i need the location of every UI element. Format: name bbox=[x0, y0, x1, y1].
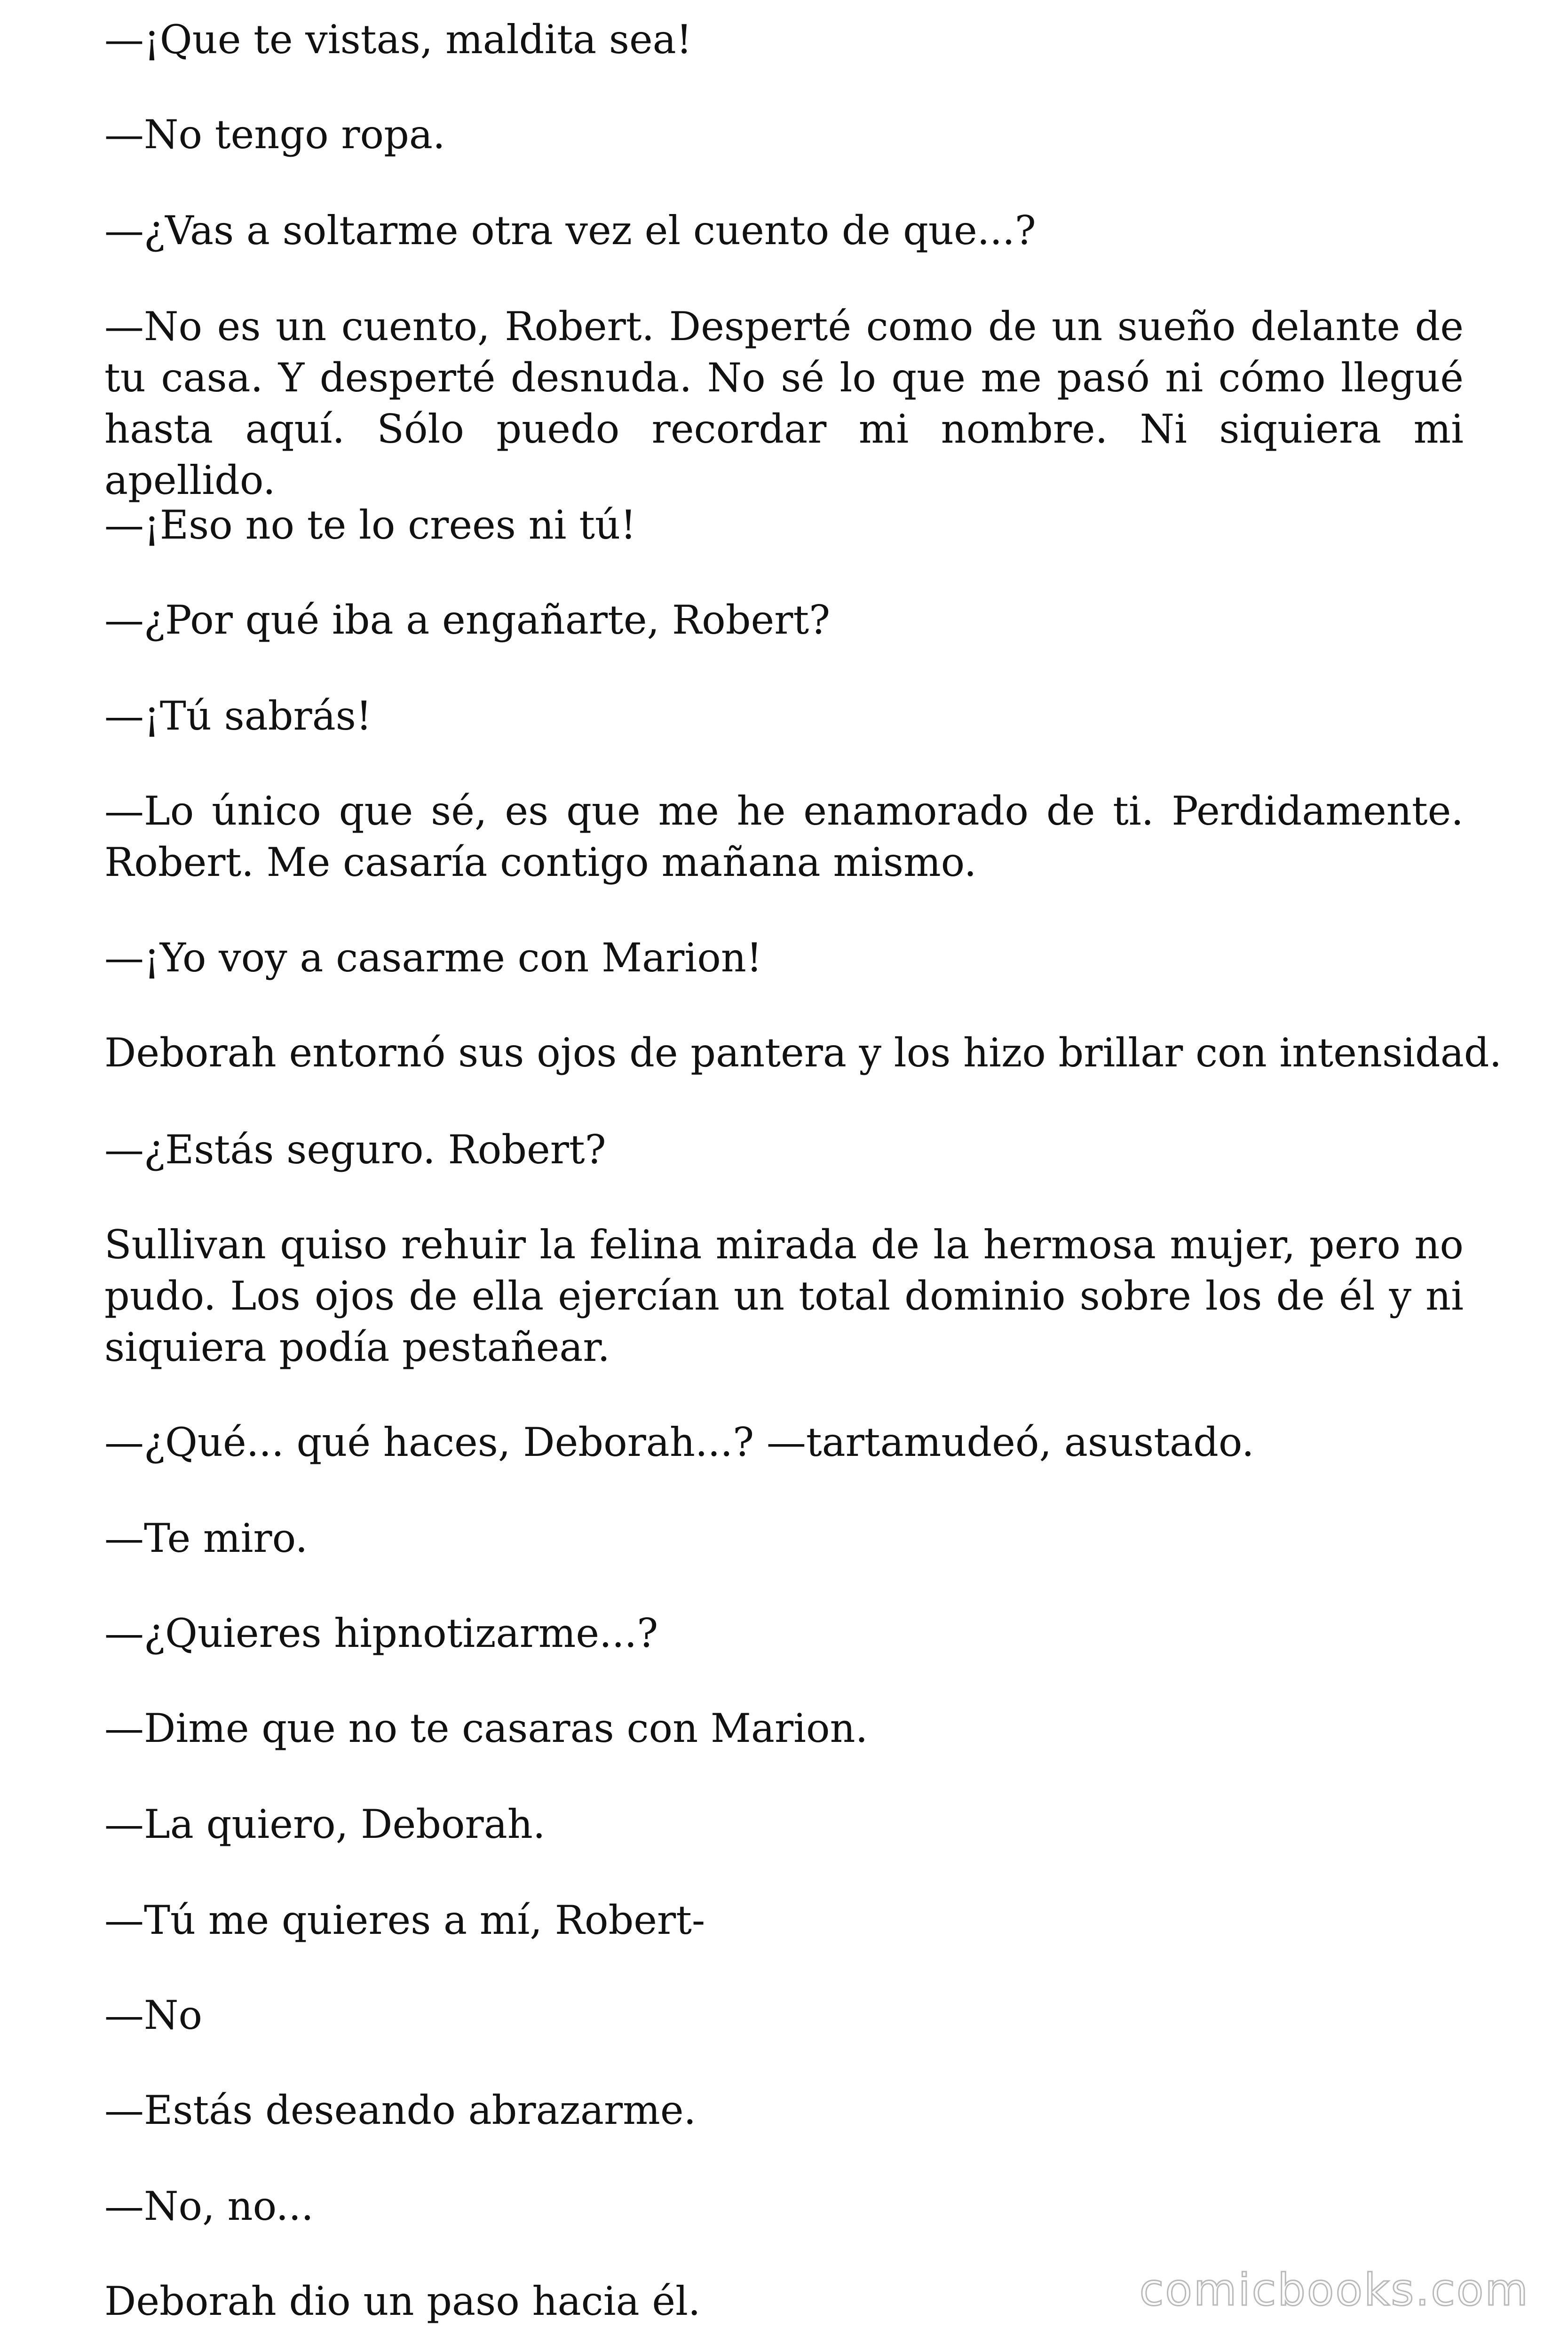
paragraph: —¿Por qué iba a engañarte, Robert? bbox=[104, 597, 831, 643]
paragraph: —No es un cuento, Robert. Desperté como de un sueño delante de tu casa. Y desperté desnuda. No sé lo que me pasó ni cómo llegué hasta aquí. Sólo puedo recordar mi nombre. Ni siquiera mi apellido. bbox=[104, 303, 1464, 503]
paragraph: —¡Yo voy a casarme con Marion! bbox=[104, 935, 762, 981]
paragraph: —Tú me quieres a mí, Robert- bbox=[104, 1897, 705, 1943]
document-page bbox=[104, 0, 1502, 2352]
paragraph: Deborah dio un paso hacia él. bbox=[104, 2278, 701, 2324]
paragraph: —¿Qué... qué haces, Deborah...? —tartamudeó, asustado. bbox=[104, 1419, 1254, 1465]
paragraph: —Lo único que sé, es que me he enamorado de ti. Perdidamente. Robert. Me casaría contigo mañana mismo. bbox=[104, 788, 1464, 885]
paragraph: —¡Tú sabrás! bbox=[104, 693, 372, 739]
paragraph: —¿Vas a soltarme otra vez el cuento de que...? bbox=[104, 207, 1036, 254]
paragraph: —¡Eso no te lo crees ni tú! bbox=[104, 502, 636, 548]
paragraph: Sullivan quiso rehuir la felina mirada de la hermosa mujer, pero no pudo. Los ojos de ella ejercían un total dominio sobre los de él y ni siquiera podía pestañear. bbox=[104, 1222, 1464, 1370]
paragraph: Deborah entornó sus ojos de pantera y los hizo brillar con intensidad. bbox=[104, 1030, 1502, 1076]
paragraph: —Te miro. bbox=[104, 1515, 308, 1561]
paragraph: —Estás deseando abrazarme. bbox=[104, 2087, 697, 2133]
paragraph: —No, no... bbox=[104, 2183, 314, 2229]
paragraph: —No tengo ropa. bbox=[104, 111, 445, 158]
paragraph: —Dime que no te casaras con Marion. bbox=[104, 1705, 868, 1751]
paragraph: —¡Que te vistas, maldita sea! bbox=[104, 16, 692, 63]
watermark: comicbooks.com bbox=[1139, 2265, 1529, 2316]
paragraph: —No bbox=[104, 1992, 203, 2038]
paragraph: —¿Estás seguro. Robert? bbox=[104, 1127, 606, 1173]
paragraph: —¿Quieres hipnotizarme...? bbox=[104, 1610, 658, 1656]
paragraph: —La quiero, Deborah. bbox=[104, 1801, 546, 1847]
